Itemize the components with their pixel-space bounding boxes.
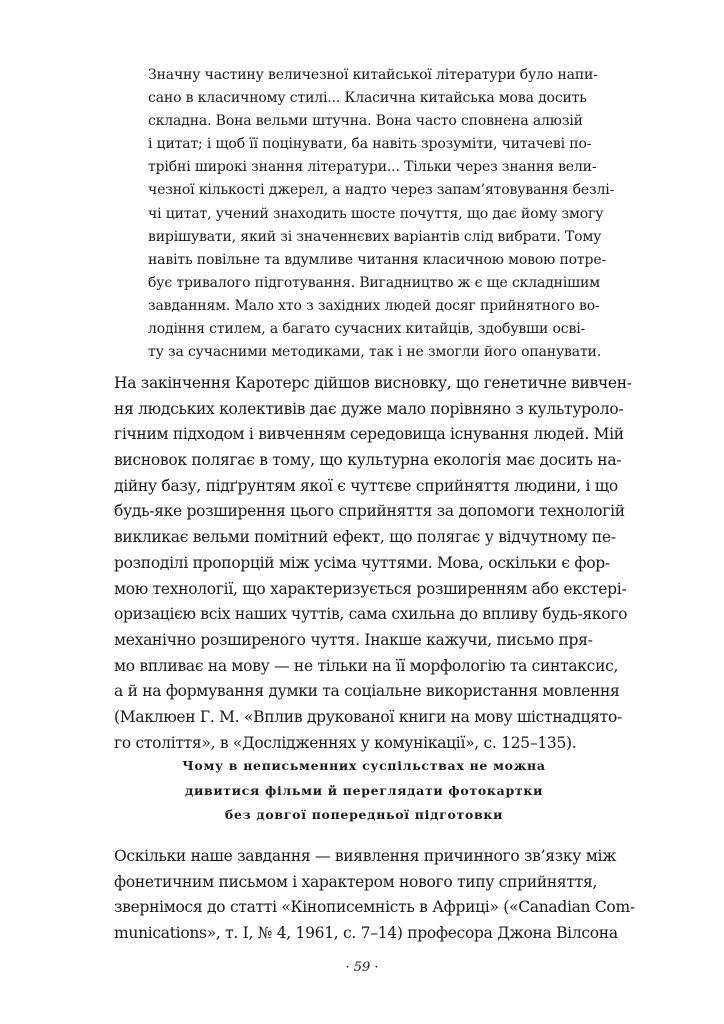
quote-line: складна. Вона вельми штучна. Вона часто сповнена алюзій	[148, 113, 583, 130]
quote-line: навіть повільне та вдумливе читання класичною мовою потре-	[148, 251, 607, 268]
block-quote	[148, 64, 615, 364]
quote-line: завданням. Мало хто з західних людей досяг прийнятного во-	[148, 297, 600, 314]
paragraph-line: фонетичним письмом і характером нового типу сприйняття,	[114, 872, 598, 891]
paragraph-line: гічним підходом і вивченням середовища існування людей. Мій	[114, 425, 624, 444]
section-heading-line: без довгої попередньої підготовки	[224, 807, 504, 823]
paragraph-line: ня людських колективів дає дуже мало порівняно з культуроло-	[114, 399, 624, 418]
body-paragraph-2	[114, 844, 635, 947]
quote-line: чезної кількості джерел, а надто через запам’ятовування безлі-	[148, 182, 615, 199]
section-heading-line: Чому в неписьменних суспільствах не можна	[182, 758, 546, 773]
paragraph-line: механічно розширеного чуття. Інакше кажучи, письмо пря-	[114, 630, 593, 649]
quote-line: ту за сучасними методиками, так і не змогли його опанувати.	[148, 344, 602, 361]
section-heading	[114, 754, 614, 828]
quote-line: вирішувати, який зі значеннєвих варіантів слід вибрати. Тому	[148, 228, 602, 245]
paragraph-line: розподілі пропорцій між усіма чуттями. Мова, оскільки є фор-	[114, 553, 610, 572]
quote-line: лодіння стилем, а багато сучасних китайців, здобувши осві-	[148, 321, 586, 338]
paragraph-line: Оскільки наше завдання — виявлення причинного зв’язку між	[114, 847, 617, 865]
page-number: · 59 ·	[345, 960, 379, 975]
body-paragraph-1	[114, 371, 632, 756]
paragraph-line: звернімося до статті «Кінописемність в Африці» («Canadian Com-	[114, 898, 635, 917]
quote-line: і цитат; і щоб її поцінувати, ба навіть зрозуміти, читачеві по-	[148, 136, 592, 153]
paragraph-line: На закінчення Каротерс дійшов висновку, що генетичне вивчен-	[114, 374, 632, 392]
paragraph-line: висновок полягає в тому, що культурна екологія має досить на-	[114, 451, 622, 470]
paragraph-line: а й на формування думки та соціальне використання мовлення	[114, 682, 620, 701]
quote-line: Значну частину величезної китайської літератури було напи-	[148, 67, 598, 83]
paragraph-line: munications», т. I, № 4, 1961, с. 7–14) професора Джона Вілсона	[114, 924, 618, 943]
paragraph-line: оризацією всіх наших чуттів, сама схильна до впливу будь-якого	[114, 605, 628, 624]
paragraph-line: дійну базу, підґрунтям якої є чуттєве сприйняття людини, і що	[114, 476, 618, 495]
quote-line: чі цитат, учений знаходить шосте почуття, що дає йому змогу	[148, 205, 604, 222]
paragraph-line: будь-яке розширення цього сприйняття за допомоги технологій	[114, 502, 625, 521]
quote-line: бує тривалого підготування. Вигадництво ж є ще складнішим	[148, 274, 600, 291]
paragraph-line: го століття», в «Дослідженнях у комунікації», с. 125–135).	[114, 733, 577, 752]
paragraph-line: (Маклюен Г. М. «Вплив друкованої книги на мову шістнадцято-	[114, 707, 622, 726]
quote-line: трібні широкі знання літератури... Тільки через знання вели-	[148, 159, 597, 176]
paragraph-line: мо впливає на мову — не тільки на її морфологію та синтаксис,	[114, 656, 619, 675]
paragraph-line: мою технології, що характеризується розширенням або екстері-	[114, 579, 627, 598]
paragraph-line: викликає вельми помітний ефект, що полягає у відчутному пе-	[114, 528, 616, 547]
quote-line: сано в класичному стилі... Класична китайська мова досить	[148, 90, 587, 107]
section-heading-line: дивитися фільми й переглядати фотокартки	[184, 782, 544, 798]
